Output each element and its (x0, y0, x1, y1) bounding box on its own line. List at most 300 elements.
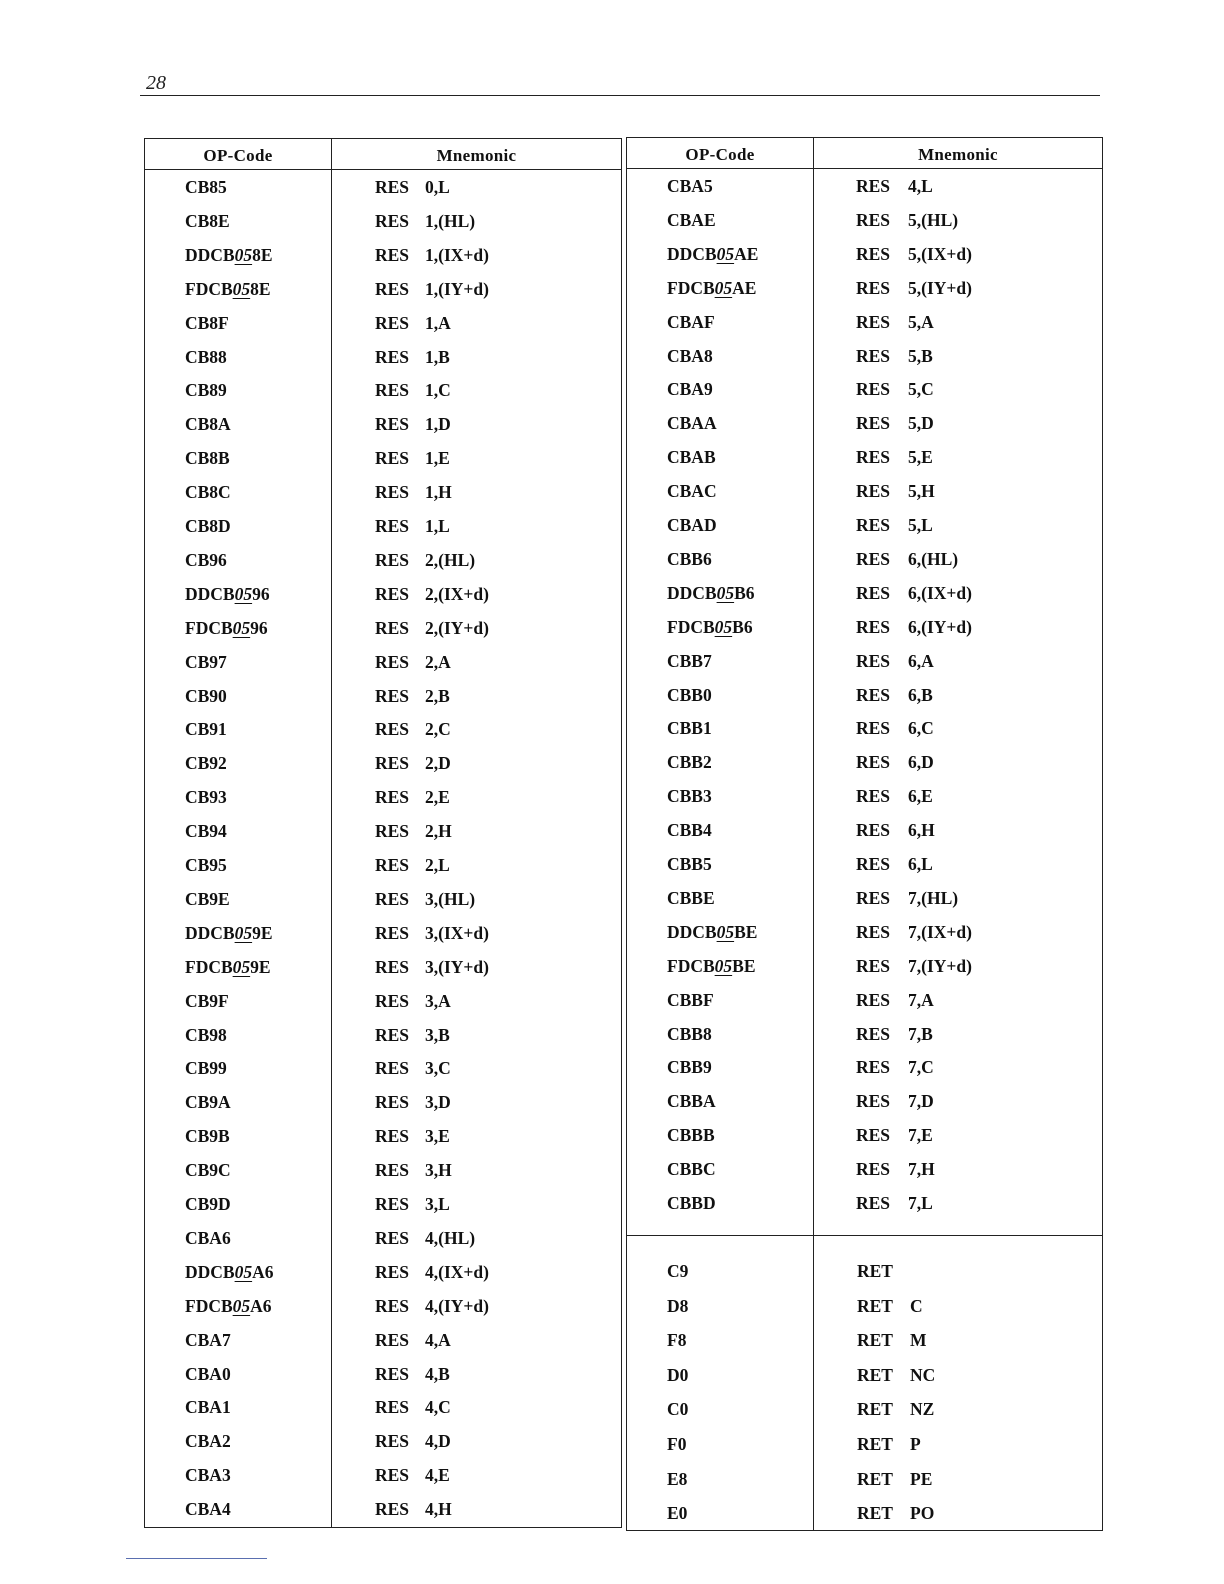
mnemonic-instruction: RES (375, 380, 410, 401)
mnemonic-cell (856, 476, 935, 506)
table-row (145, 1257, 621, 1287)
mnemonic-cell (856, 917, 972, 947)
mnemonic-instruction: RES (375, 482, 410, 503)
mnemonic-operand: 5,L (908, 515, 933, 535)
opcode-suffix: 9E (250, 956, 271, 977)
mnemonic-operand: 4,(IY+d) (425, 1295, 489, 1316)
mnemonic-operand: 4,C (425, 1397, 451, 1418)
table-row (627, 1154, 1102, 1184)
opcode-text: CBA8 (667, 345, 713, 366)
opcode-cell (185, 884, 230, 914)
table-row (627, 883, 1102, 913)
mnemonic-operand: 5,A (908, 311, 934, 332)
mnemonic-operand: 4,L (908, 176, 933, 196)
mnemonic-instruction: RES (375, 177, 410, 197)
opcode-text: CBBC (667, 1159, 716, 1180)
mnemonic-operand: 6,(IX+d) (908, 582, 972, 603)
opcode-cell (667, 883, 715, 913)
mnemonic-operand: NC (910, 1364, 936, 1385)
opcode-cell (667, 1464, 687, 1494)
mnemonic-cell (375, 1494, 452, 1524)
table-row (627, 205, 1102, 235)
mnemonic-instruction: RES (375, 1363, 410, 1384)
mnemonic-cell (857, 1360, 936, 1390)
mnemonic-instruction: RES (375, 719, 410, 740)
opcode-cell (667, 1394, 688, 1424)
table-row (145, 613, 621, 643)
mnemonic-cell (856, 985, 934, 1015)
table-row (145, 1494, 621, 1524)
mnemonic-instruction: RES (375, 346, 410, 367)
opcode-cell (667, 578, 755, 608)
opcode-cell (185, 681, 227, 711)
opcode-text: CBA7 (185, 1329, 231, 1350)
mnemonic-instruction: RES (375, 855, 410, 875)
mnemonic-cell (856, 713, 934, 743)
mnemonic-instruction: RET (857, 1330, 893, 1351)
mnemonic-operand: 7,B (908, 1023, 933, 1044)
opcode-text: CBB6 (667, 548, 712, 569)
displacement-placeholder: 05 (714, 616, 733, 637)
mnemonic-instruction: RES (375, 414, 410, 435)
opcode-suffix: AE (734, 243, 759, 264)
opcode-column-header: OP-Code (685, 145, 755, 164)
opcode-text: CB92 (185, 753, 227, 774)
mnemonic-cell (375, 850, 450, 880)
mnemonic-operand: 2,(HL) (425, 549, 476, 570)
mnemonic-instruction: RES (856, 447, 891, 468)
table-row (627, 510, 1102, 540)
mnemonic-instruction: RES (375, 278, 410, 299)
mnemonic-cell (375, 748, 451, 778)
mnemonic-instruction: RES (856, 548, 891, 569)
mnemonic-cell (375, 952, 489, 982)
mnemonic-operand: 3,(IY+d) (425, 956, 489, 977)
mnemonic-cell (857, 1498, 935, 1528)
opcode-text: CBAA (667, 413, 717, 434)
opcode-text: CBB3 (667, 786, 712, 807)
mnemonic-operand: 5,(IX+d) (908, 243, 972, 264)
opcode-text: E8 (667, 1468, 688, 1489)
mnemonic-cell (375, 1020, 450, 1050)
mnemonic-operand: 2,(IY+d) (425, 617, 489, 638)
table-row (145, 918, 621, 948)
table-row (627, 1019, 1102, 1049)
table-row (145, 1460, 621, 1490)
opcode-text: CBA6 (185, 1227, 231, 1248)
mnemonic-instruction: RET (857, 1503, 893, 1524)
mnemonic-cell (856, 1120, 933, 1150)
table-row (145, 1392, 621, 1422)
mnemonic-instruction: RES (856, 989, 891, 1010)
opcode-cell (667, 781, 712, 811)
mnemonic-operand: 6,L (908, 854, 933, 874)
opcode-cell (667, 612, 753, 642)
displacement-placeholder: 05 (234, 922, 253, 943)
mnemonic-cell (856, 510, 933, 540)
opcode-cell (667, 239, 758, 269)
mnemonic-cell (375, 1223, 476, 1253)
opcode-cell (185, 511, 231, 541)
opcode-text: CBA1 (185, 1397, 231, 1418)
table-row (627, 1325, 1102, 1355)
table-row (145, 511, 621, 541)
opcode-text: CB88 (185, 346, 227, 367)
displacement-placeholder: 05 (232, 617, 251, 638)
mnemonic-cell (857, 1429, 921, 1459)
mnemonic-cell (375, 375, 451, 405)
table-row (627, 544, 1102, 574)
table-row (627, 239, 1102, 269)
mnemonic-operand: 1,(IY+d) (425, 278, 489, 299)
displacement-placeholder: 05 (714, 277, 733, 298)
opcode-text: CBAD (667, 515, 717, 535)
table-row (145, 748, 621, 778)
mnemonic-instruction: RES (375, 516, 410, 536)
mnemonic-instruction: RET (857, 1295, 893, 1316)
mnemonic-operand: 4,D (425, 1431, 451, 1452)
table-row (627, 747, 1102, 777)
mnemonic-instruction: RES (375, 1092, 410, 1113)
mnemonic-operand: 1,B (425, 346, 450, 367)
opcode-cell (667, 1120, 715, 1150)
mnemonic-operand: 7,L (908, 1193, 933, 1213)
opcode-cell (185, 986, 229, 1016)
opcode-text: CBBB (667, 1125, 715, 1146)
mnemonic-cell (856, 849, 933, 879)
table-row (145, 647, 621, 677)
opcode-suffix: 96 (250, 617, 268, 638)
opcode-cell (667, 1498, 687, 1528)
mnemonic-cell (375, 782, 450, 812)
mnemonic-instruction: RES (856, 752, 891, 773)
mnemonic-cell (375, 1053, 451, 1083)
mnemonic-operand: PO (910, 1503, 935, 1524)
opcode-cell (667, 1052, 712, 1082)
table-row (627, 171, 1102, 201)
opcode-cell (667, 985, 714, 1015)
mnemonic-instruction: RES (856, 1057, 891, 1078)
opcode-text: CBA3 (185, 1465, 231, 1486)
mnemonic-cell (856, 1052, 934, 1082)
displacement-placeholder: 05 (234, 583, 253, 604)
opcode-cell (667, 646, 712, 676)
displacement-placeholder: 05 (234, 244, 253, 265)
opcode-suffix: BE (732, 955, 756, 976)
mnemonic-instruction: RES (375, 583, 410, 604)
mnemonic-instruction: RES (375, 1465, 410, 1486)
mnemonic-instruction: RES (856, 820, 891, 841)
mnemonic-instruction: RES (856, 854, 891, 874)
table-row (627, 646, 1102, 676)
opcode-cell (185, 1494, 231, 1524)
mnemonic-operand: 3,B (425, 1024, 450, 1045)
table-row (145, 1155, 621, 1185)
mnemonic-cell (856, 1154, 935, 1184)
mnemonic-operand: 5,B (908, 345, 933, 366)
mnemonic-cell (375, 545, 476, 575)
mnemonic-instruction: RES (856, 515, 891, 535)
mnemonic-instruction: RES (375, 244, 410, 265)
opcode-text: F0 (667, 1434, 687, 1454)
opcode-text: DDCB (185, 922, 235, 943)
mnemonic-instruction: RES (375, 549, 410, 570)
mnemonic-instruction: RES (856, 379, 891, 400)
mnemonic-instruction: RES (375, 1295, 410, 1316)
mnemonic-cell (856, 815, 935, 845)
table-row (145, 443, 621, 473)
opcode-text: E0 (667, 1503, 688, 1524)
opcode-cell (185, 477, 231, 507)
table-row (145, 375, 621, 405)
mnemonic-operand: 3,H (425, 1160, 452, 1181)
mnemonic-operand: NZ (910, 1399, 935, 1420)
displacement-placeholder: 05 (716, 582, 735, 603)
mnemonic-instruction: RES (375, 312, 410, 333)
table-row (145, 1291, 621, 1321)
opcode-cell (185, 308, 229, 338)
mnemonic-cell (375, 206, 476, 236)
mnemonic-instruction: RES (856, 1023, 891, 1044)
mnemonic-cell (375, 1257, 489, 1287)
opcode-cell (185, 375, 227, 405)
mnemonic-cell (856, 883, 959, 913)
opcode-cell (667, 273, 756, 303)
table-row (145, 1020, 621, 1050)
table-row (627, 917, 1102, 947)
mnemonic-cell (375, 884, 476, 914)
mnemonic-cell (856, 205, 959, 235)
opcode-text: CBB9 (667, 1057, 712, 1078)
table-row (145, 1121, 621, 1151)
table-row (145, 952, 621, 982)
mnemonic-operand: 5,H (908, 481, 935, 502)
table-row (145, 172, 621, 202)
opcode-cell (667, 442, 716, 472)
opcode-cell (185, 850, 227, 880)
opcode-text: CB9D (185, 1194, 231, 1214)
mnemonic-cell (856, 747, 934, 777)
opcode-text: CBAC (667, 481, 717, 502)
opcode-text: CBAE (667, 209, 716, 230)
table-row (145, 1359, 621, 1389)
mnemonic-operand: 1,(HL) (425, 210, 476, 231)
opcode-cell (185, 1223, 231, 1253)
table-row (627, 612, 1102, 642)
opcode-text: FDCB (185, 956, 233, 977)
mnemonic-operand: 2,D (425, 753, 451, 774)
table-row (627, 1360, 1102, 1390)
opcode-cell (185, 579, 270, 609)
opcode-text: CB9E (185, 888, 230, 909)
table-row (145, 884, 621, 914)
opcode-text: CBB2 (667, 752, 712, 773)
opcode-text: CBBA (667, 1091, 716, 1112)
mnemonic-instruction: RES (856, 176, 891, 196)
mnemonic-instruction: RES (375, 685, 410, 706)
opcode-text: D0 (667, 1364, 689, 1385)
opcode-suffix: 9E (252, 922, 273, 943)
table-row (627, 476, 1102, 506)
mnemonic-cell (856, 442, 933, 472)
opcode-cell (185, 1426, 231, 1456)
mnemonic-cell (375, 1087, 451, 1117)
mnemonic-operand: 2,(IX+d) (425, 583, 489, 604)
displacement-placeholder: 05 (716, 921, 735, 942)
mnemonic-instruction: RES (856, 243, 891, 264)
mnemonic-cell (375, 681, 450, 711)
mnemonic-operand: 6,H (908, 820, 935, 841)
mnemonic-instruction: RES (856, 887, 891, 908)
table-row (145, 1189, 621, 1219)
table-row (627, 985, 1102, 1015)
opcode-cell (185, 1325, 231, 1355)
mnemonic-cell (375, 308, 451, 338)
mnemonic-cell (856, 951, 972, 981)
table-row (145, 342, 621, 372)
footer-rule (126, 1558, 267, 1559)
mnemonic-cell (856, 374, 934, 404)
mnemonic-instruction: RET (857, 1261, 893, 1281)
opcode-cell (185, 952, 271, 982)
opcode-text: CB8C (185, 482, 231, 503)
opcode-suffix: B6 (734, 582, 755, 603)
mnemonic-operand: 4,B (425, 1363, 450, 1384)
table-row (627, 408, 1102, 438)
mnemonic-cell (375, 1189, 450, 1219)
mnemonic-operand: P (910, 1434, 921, 1454)
opcode-cell (185, 1053, 227, 1083)
mnemonic-operand: 6,(IY+d) (908, 616, 972, 637)
mnemonic-instruction: RES (856, 277, 891, 298)
opcode-cell (185, 443, 230, 473)
mnemonic-cell (375, 274, 489, 304)
opcode-text: CBA0 (185, 1363, 231, 1384)
mnemonic-instruction: RES (375, 1058, 410, 1079)
mnemonic-operand: 3,L (425, 1194, 450, 1214)
mnemonic-operand: C (910, 1295, 923, 1316)
mnemonic-instruction: RES (375, 888, 410, 909)
mnemonic-cell (375, 240, 489, 270)
opcode-cell (667, 510, 717, 540)
opcode-cell (667, 1291, 688, 1321)
mnemonic-operand: 1,H (425, 482, 452, 503)
opcode-text: CBBF (667, 989, 714, 1010)
opcode-cell (185, 206, 230, 236)
mnemonic-instruction: RES (375, 1431, 410, 1452)
mnemonic-operand: 4,(IX+d) (425, 1261, 489, 1282)
mnemonic-instruction: RES (856, 481, 891, 502)
table-row (627, 307, 1102, 337)
opcode-text: FDCB (667, 955, 715, 976)
mnemonic-cell (856, 612, 972, 642)
mnemonic-operand: 7,(IY+d) (908, 955, 972, 976)
opcode-text: CBB7 (667, 650, 712, 671)
mnemonic-cell (375, 477, 452, 507)
mnemonic-cell (856, 578, 972, 608)
mnemonic-cell (856, 408, 934, 438)
opcode-table-right (626, 137, 1103, 1531)
opcode-text: CBB5 (667, 854, 712, 874)
opcode-text: CBAB (667, 447, 716, 468)
mnemonic-operand: 7,C (908, 1057, 934, 1078)
opcode-text: CB95 (185, 855, 227, 875)
table-row (145, 579, 621, 609)
opcode-cell (185, 1087, 231, 1117)
mnemonic-cell (856, 341, 933, 371)
mnemonic-instruction: RES (375, 787, 410, 808)
table-row (627, 1394, 1102, 1424)
opcode-text: DDCB (667, 243, 717, 264)
opcode-text: CB9C (185, 1160, 231, 1181)
opcode-suffix: AE (732, 277, 757, 298)
table-row (627, 781, 1102, 811)
mnemonic-instruction: RES (375, 956, 410, 977)
opcode-text: CB89 (185, 380, 227, 401)
mnemonic-operand: 2,E (425, 787, 450, 808)
mnemonic-instruction: RES (375, 1126, 410, 1147)
table-row (145, 681, 621, 711)
opcode-cell (185, 1121, 230, 1151)
mnemonic-cell (856, 1086, 934, 1116)
opcode-cell (667, 374, 713, 404)
mnemonic-operand: 3,(HL) (425, 888, 476, 909)
mnemonic-instruction: RES (856, 1159, 891, 1180)
opcode-text: FDCB (185, 1295, 233, 1316)
opcode-text: CBB1 (667, 718, 712, 739)
mnemonic-instruction: RES (375, 651, 410, 672)
opcode-cell (667, 747, 712, 777)
mnemonic-cell (857, 1464, 933, 1494)
opcode-cell (185, 748, 227, 778)
mnemonic-instruction: RES (375, 1227, 410, 1248)
opcode-text: CB93 (185, 787, 227, 808)
mnemonic-cell (375, 1426, 451, 1456)
mnemonic-cell (375, 714, 451, 744)
opcode-text: DDCB (185, 583, 235, 604)
mnemonic-cell (856, 544, 959, 574)
mnemonic-instruction: RES (375, 753, 410, 774)
mnemonic-operand: 3,C (425, 1058, 451, 1079)
opcode-cell (667, 917, 757, 947)
table-row (627, 1120, 1102, 1150)
page-number: 28 (146, 72, 166, 94)
mnemonic-instruction: RES (856, 1091, 891, 1112)
mnemonic-operand: 7,D (908, 1091, 934, 1112)
mnemonic-operand: 6,A (908, 650, 934, 671)
opcode-cell (185, 342, 227, 372)
opcode-text: CBA5 (667, 176, 713, 196)
mnemonic-cell (375, 1359, 450, 1389)
mnemonic-instruction: RES (375, 1160, 410, 1181)
opcode-cell (667, 205, 716, 235)
mnemonic-operand: 6,(HL) (908, 548, 959, 569)
mnemonic-operand: 7,(IX+d) (908, 921, 972, 942)
table-row (627, 374, 1102, 404)
table-row (145, 714, 621, 744)
mnemonic-instruction: RES (375, 210, 410, 231)
mnemonic-cell (375, 1392, 451, 1422)
mnemonic-instruction: RET (857, 1468, 893, 1489)
mnemonic-cell (375, 1291, 489, 1321)
mnemonic-column-header: Mnemonic (436, 146, 517, 165)
opcode-suffix: 8E (252, 244, 273, 265)
mnemonic-operand: 1,A (425, 312, 451, 333)
header-rule (140, 95, 1100, 96)
opcode-text: F8 (667, 1330, 687, 1351)
opcode-text: CBB4 (667, 820, 712, 841)
mnemonic-operand: 7,A (908, 989, 934, 1010)
